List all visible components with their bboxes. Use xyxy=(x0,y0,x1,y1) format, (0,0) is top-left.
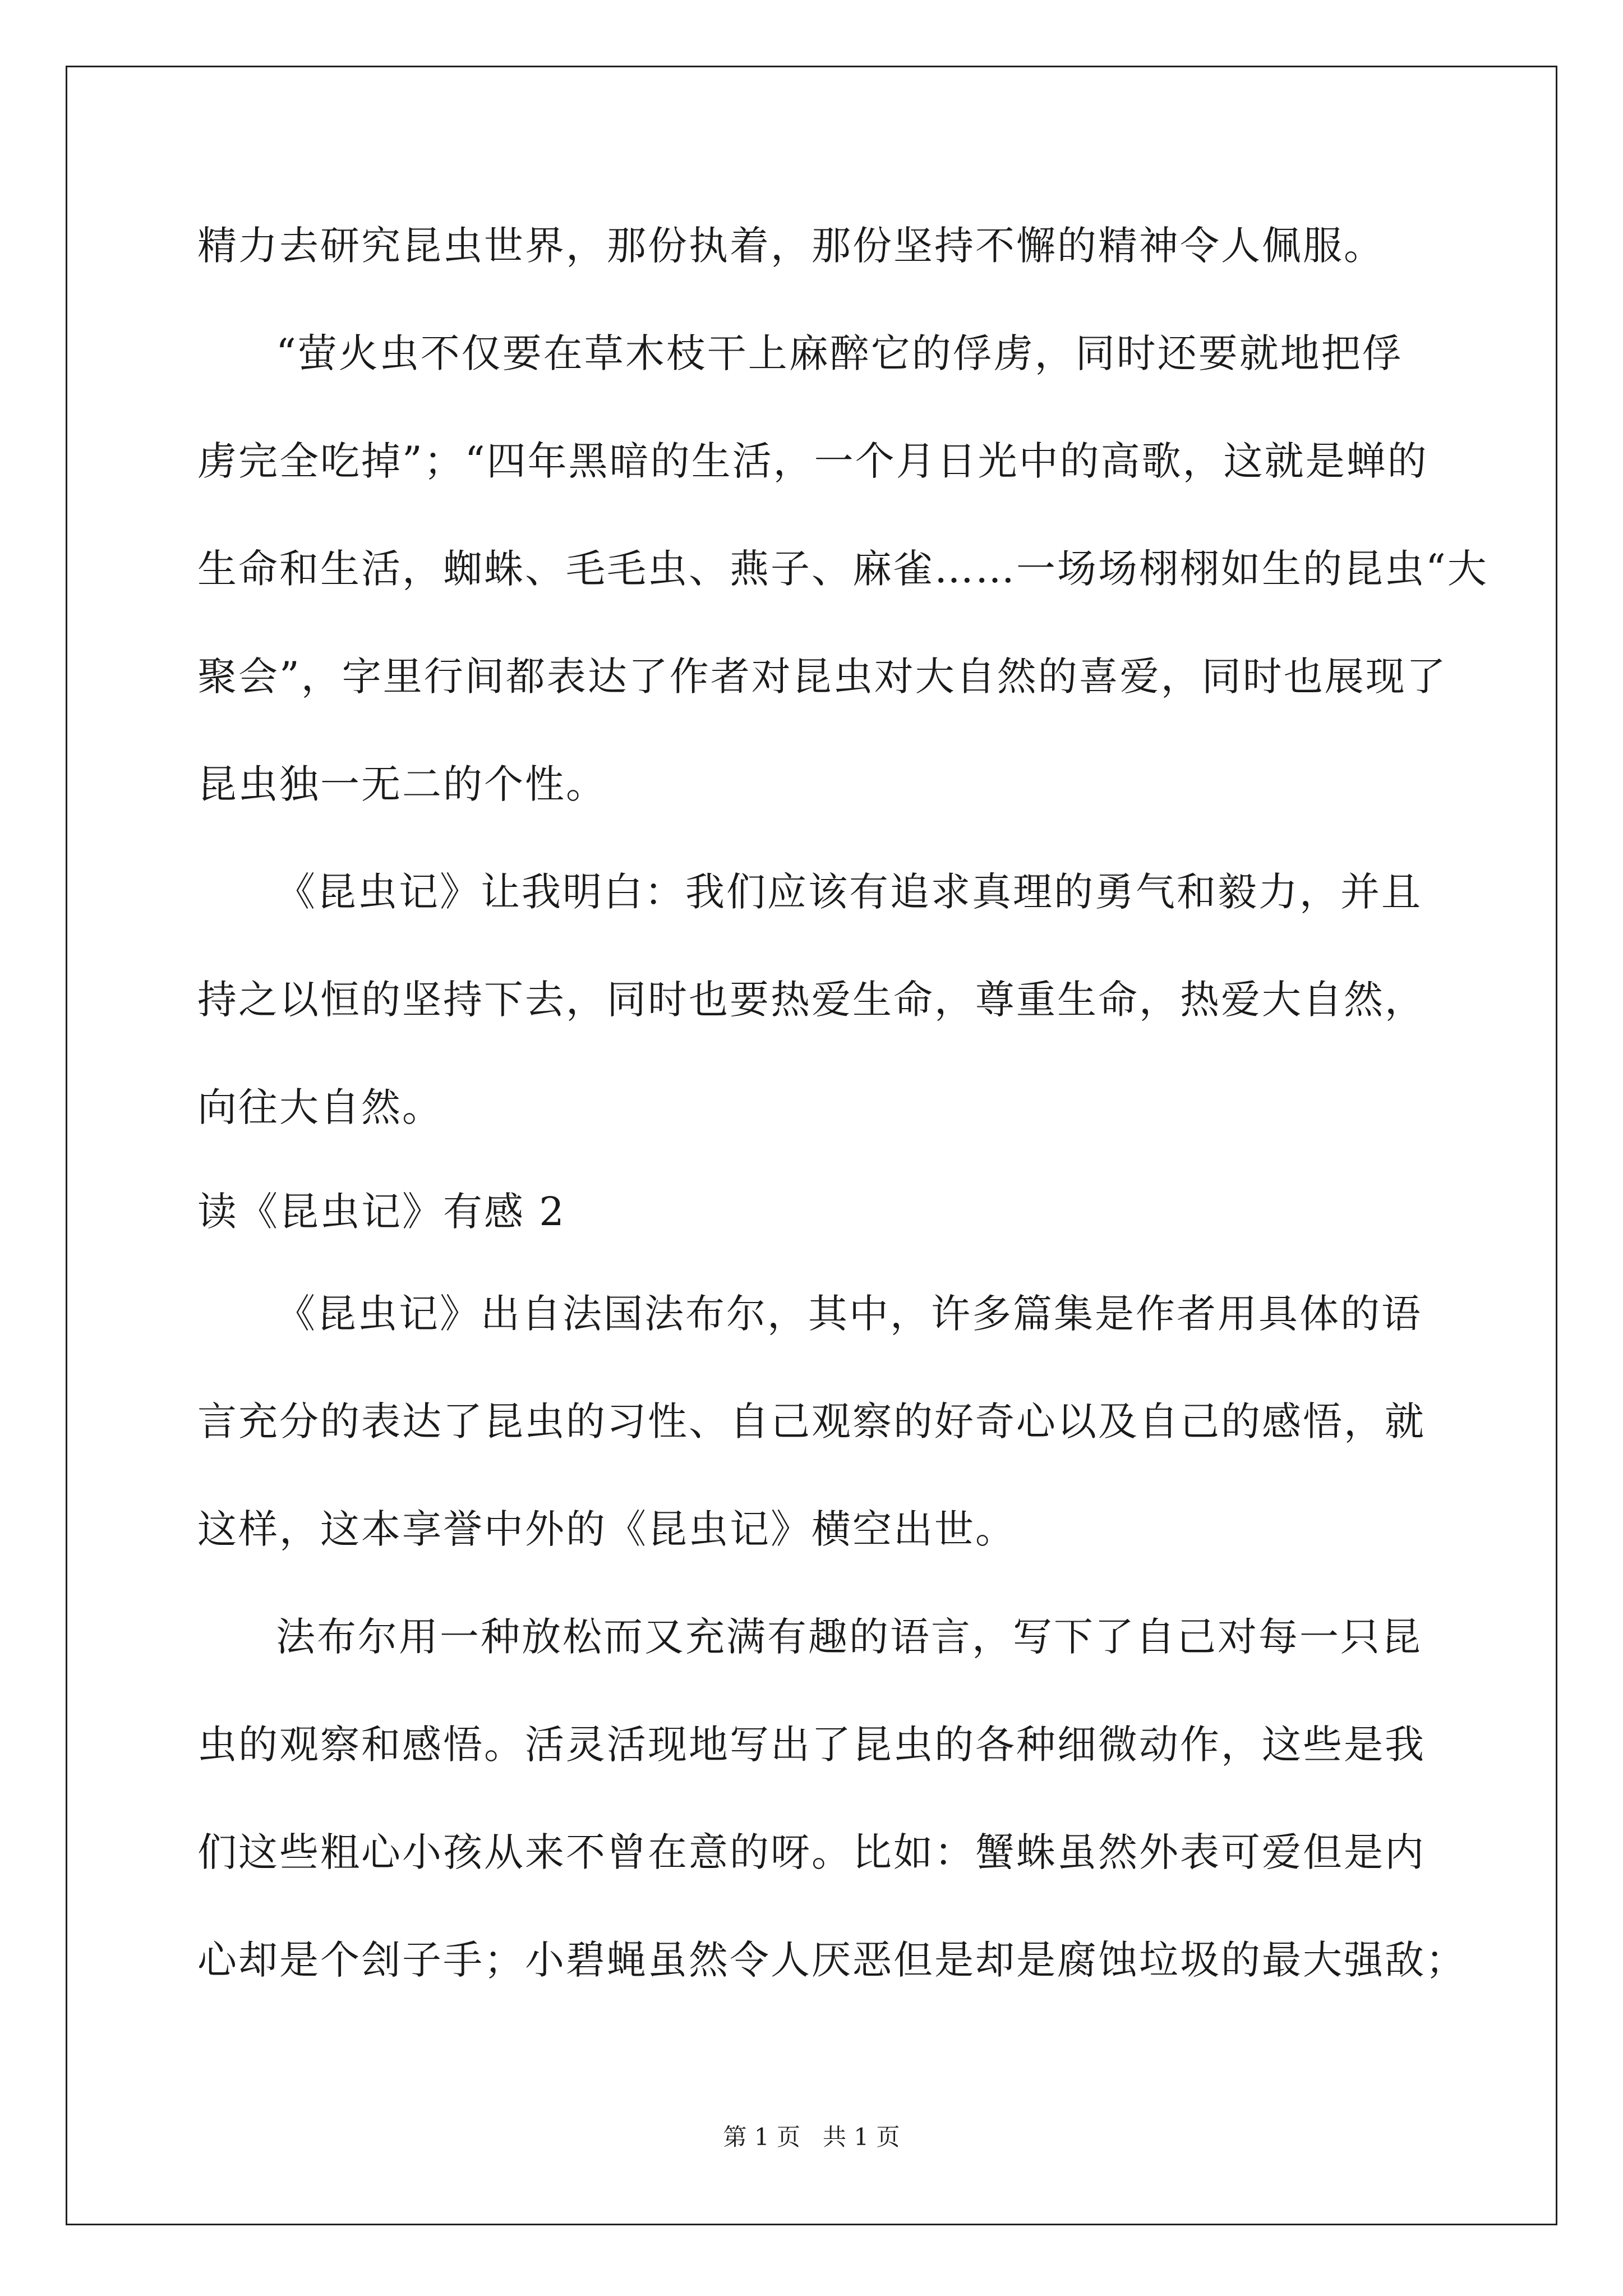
text-line: 精力去研究昆虫世界，那份执着，那份坚持不懈的精神令人佩服。 xyxy=(197,223,1385,269)
text-line: 《昆虫记》让我明白：我们应该有追求真理的勇气和毅力，并且 xyxy=(276,869,1422,915)
text-line: 生命和生活，蜘蛛、毛毛虫、燕子、麻雀……一场场栩栩如生的昆虫“大 xyxy=(197,546,1488,592)
text-line: 们这些粗心小孩从来不曾在意的呀。比如：蟹蛛虽然外表可爱但是内 xyxy=(197,1829,1426,1875)
text-line: 虫的观察和感悟。活灵活现地写出了昆虫的各种细微动作，这些是我 xyxy=(197,1722,1426,1768)
text-line: 虏完全吃掉”；“四年黑暗的生活，一个月日光中的高歌，这就是蝉的 xyxy=(197,438,1428,484)
page-border xyxy=(66,66,1557,2225)
text-line: 这样，这本享誉中外的《昆虫记》横空出世。 xyxy=(197,1506,1016,1552)
text-line: 聚会”，字里行间都表达了作者对昆虫对大自然的喜爱，同时也展现了 xyxy=(197,654,1447,700)
text-line: 向往大自然。 xyxy=(197,1084,443,1130)
text-line: 昆虫独一无二的个性。 xyxy=(197,761,607,807)
text-line: 言充分的表达了昆虫的习性、自己观察的好奇心以及自己的感悟，就 xyxy=(197,1398,1426,1444)
section-heading: 读《昆虫记》有感 2 xyxy=(197,1189,566,1235)
text-line: “萤火虫不仅要在草木枝干上麻醉它的俘虏，同时还要就地把俘 xyxy=(276,330,1403,376)
text-line: 法布尔用一种放松而又充满有趣的语言，写下了自己对每一只昆 xyxy=(276,1614,1422,1660)
text-line: 心却是个刽子手；小碧蝇虽然令人厌恶但是却是腐蚀垃圾的最大强敌； xyxy=(197,1937,1467,1983)
text-line: 《昆虫记》出自法国法布尔，其中，许多篇集是作者用具体的语 xyxy=(276,1291,1422,1337)
page-footer: 第 1 页 共 1 页 xyxy=(723,2123,900,2151)
text-line: 持之以恒的坚持下去，同时也要热爱生命，尊重生命，热爱大自然， xyxy=(197,977,1426,1023)
